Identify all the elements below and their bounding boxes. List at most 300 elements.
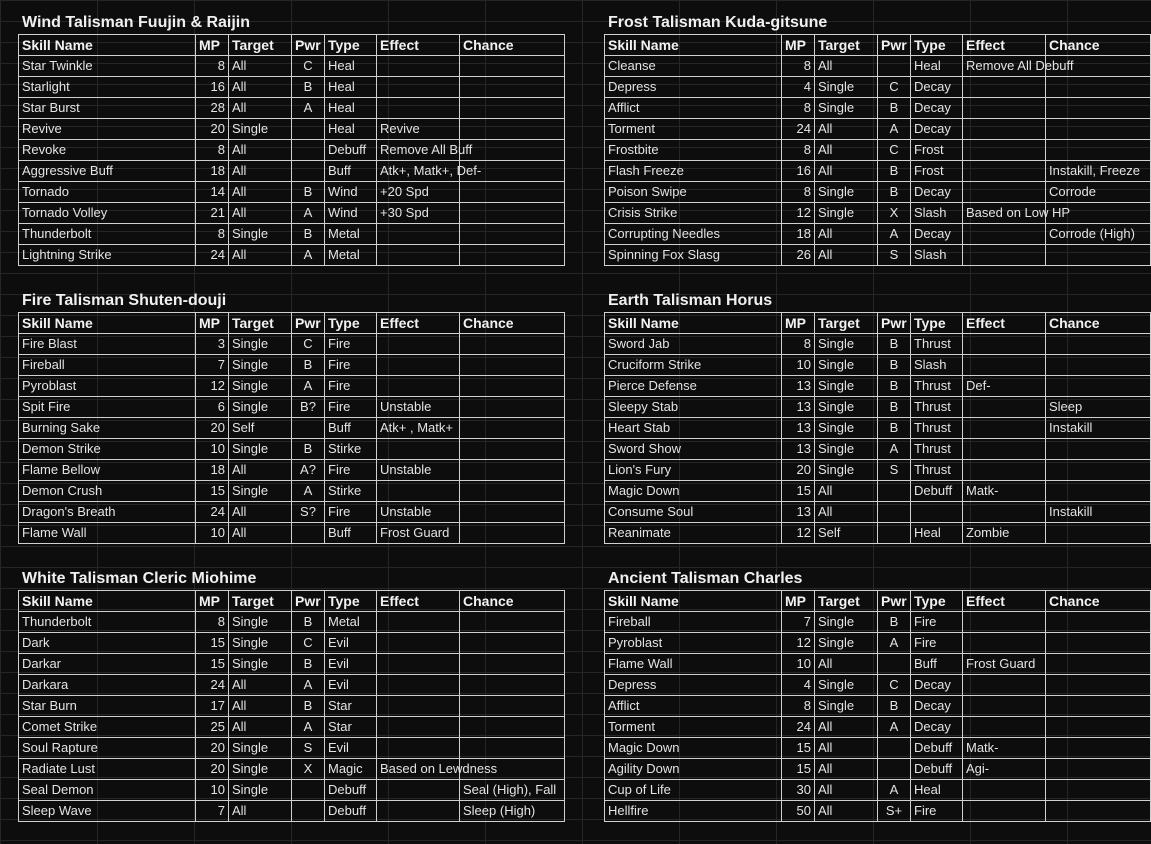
cell-chance[interactable]	[460, 56, 565, 77]
cell-chance[interactable]	[1046, 98, 1151, 119]
cell-target[interactable]: All	[229, 56, 292, 77]
cell-skill-name[interactable]: Depress	[605, 675, 782, 696]
cell-target[interactable]: Single	[815, 98, 878, 119]
cell-skill-name[interactable]: Pierce Defense	[605, 376, 782, 397]
cell-skill-name[interactable]: Star Burn	[19, 696, 196, 717]
cell-skill-name[interactable]: Afflict	[605, 98, 782, 119]
cell-type[interactable]: Evil	[325, 633, 377, 654]
cell-skill-name[interactable]: Star Twinkle	[19, 56, 196, 77]
cell-mp[interactable]: 14	[196, 182, 229, 203]
cell-pwr[interactable]: A	[878, 780, 911, 801]
cell-chance[interactable]	[460, 418, 565, 439]
cell-mp[interactable]: 10	[782, 654, 815, 675]
cell-type[interactable]: Heal	[911, 523, 963, 544]
cell-type[interactable]: Heal	[325, 98, 377, 119]
cell-type[interactable]: Evil	[325, 675, 377, 696]
cell-pwr[interactable]: B	[292, 77, 325, 98]
cell-type[interactable]: Magic	[325, 759, 377, 780]
cell-target[interactable]: Single	[229, 397, 292, 418]
cell-chance[interactable]	[1046, 481, 1151, 502]
cell-type[interactable]: Debuff	[325, 780, 377, 801]
cell-chance[interactable]	[460, 119, 565, 140]
cell-type[interactable]: Thrust	[911, 334, 963, 355]
cell-target[interactable]: Single	[815, 334, 878, 355]
cell-pwr[interactable]	[292, 801, 325, 822]
panel-title[interactable]: Ancient Talisman Charles	[608, 570, 803, 587]
cell-pwr[interactable]	[878, 502, 911, 523]
cell-effect[interactable]	[963, 418, 1046, 439]
cell-effect[interactable]: Based on Low HP	[963, 203, 1046, 224]
cell-effect[interactable]	[377, 481, 460, 502]
cell-skill-name[interactable]: Lion's Fury	[605, 460, 782, 481]
cell-skill-name[interactable]: Darkara	[19, 675, 196, 696]
column-header-mp[interactable]: MP	[196, 35, 229, 56]
cell-target[interactable]: Single	[229, 439, 292, 460]
panel-title[interactable]: Frost Talisman Kuda-gitsune	[608, 14, 828, 31]
cell-type[interactable]: Frost	[911, 161, 963, 182]
cell-target[interactable]: All	[815, 481, 878, 502]
cell-pwr[interactable]	[878, 523, 911, 544]
cell-mp[interactable]: 24	[782, 119, 815, 140]
cell-pwr[interactable]: C	[878, 77, 911, 98]
cell-pwr[interactable]: B	[878, 376, 911, 397]
cell-mp[interactable]: 16	[196, 77, 229, 98]
cell-target[interactable]: All	[815, 224, 878, 245]
cell-target[interactable]: Single	[229, 654, 292, 675]
cell-effect[interactable]	[377, 376, 460, 397]
cell-chance[interactable]: Corrode	[1046, 182, 1151, 203]
cell-target[interactable]: All	[229, 523, 292, 544]
cell-chance[interactable]	[460, 334, 565, 355]
cell-pwr[interactable]: B	[292, 182, 325, 203]
cell-skill-name[interactable]: Revoke	[19, 140, 196, 161]
cell-skill-name[interactable]: Soul Rapture	[19, 738, 196, 759]
cell-skill-name[interactable]: Sword Jab	[605, 334, 782, 355]
cell-chance[interactable]	[460, 397, 565, 418]
cell-skill-name[interactable]: Spinning Fox Slasg	[605, 245, 782, 266]
cell-effect[interactable]	[963, 245, 1046, 266]
cell-effect[interactable]: Unstable	[377, 397, 460, 418]
cell-target[interactable]: All	[815, 759, 878, 780]
cell-skill-name[interactable]: Demon Strike	[19, 439, 196, 460]
cell-effect[interactable]: Zombie	[963, 523, 1046, 544]
column-header-type[interactable]: Type	[911, 35, 963, 56]
cell-type[interactable]: Metal	[325, 224, 377, 245]
cell-type[interactable]: Fire	[325, 460, 377, 481]
cell-target[interactable]: Single	[815, 203, 878, 224]
cell-type[interactable]: Slash	[911, 355, 963, 376]
cell-target[interactable]: All	[815, 738, 878, 759]
cell-type[interactable]: Fire	[911, 801, 963, 822]
column-header-type[interactable]: Type	[325, 313, 377, 334]
cell-target[interactable]: All	[229, 675, 292, 696]
cell-effect[interactable]	[377, 77, 460, 98]
column-header-skill-name[interactable]: Skill Name	[605, 35, 782, 56]
cell-type[interactable]: Decay	[911, 675, 963, 696]
cell-mp[interactable]: 15	[782, 481, 815, 502]
cell-pwr[interactable]: B	[292, 654, 325, 675]
cell-skill-name[interactable]: Burning Sake	[19, 418, 196, 439]
cell-skill-name[interactable]: Crisis Strike	[605, 203, 782, 224]
cell-mp[interactable]: 8	[196, 224, 229, 245]
cell-target[interactable]: Single	[229, 376, 292, 397]
cell-chance[interactable]	[1046, 460, 1151, 481]
cell-type[interactable]: Decay	[911, 696, 963, 717]
cell-pwr[interactable]: A	[292, 98, 325, 119]
cell-skill-name[interactable]: Demon Crush	[19, 481, 196, 502]
cell-skill-name[interactable]: Revive	[19, 119, 196, 140]
cell-target[interactable]: Single	[815, 77, 878, 98]
cell-chance[interactable]	[1046, 738, 1151, 759]
cell-effect[interactable]	[963, 397, 1046, 418]
cell-effect[interactable]	[963, 675, 1046, 696]
cell-type[interactable]: Debuff	[911, 481, 963, 502]
column-header-mp[interactable]: MP	[196, 591, 229, 612]
cell-target[interactable]: Single	[229, 355, 292, 376]
cell-pwr[interactable]: C	[878, 140, 911, 161]
cell-chance[interactable]	[460, 633, 565, 654]
cell-target[interactable]: All	[229, 161, 292, 182]
cell-pwr[interactable]: A	[292, 717, 325, 738]
cell-mp[interactable]: 4	[782, 675, 815, 696]
cell-type[interactable]: Decay	[911, 98, 963, 119]
cell-skill-name[interactable]: Aggressive Buff	[19, 161, 196, 182]
column-header-skill-name[interactable]: Skill Name	[19, 591, 196, 612]
column-header-mp[interactable]: MP	[782, 35, 815, 56]
cell-chance[interactable]	[1046, 654, 1151, 675]
cell-type[interactable]: Metal	[325, 245, 377, 266]
cell-mp[interactable]: 10	[196, 523, 229, 544]
cell-mp[interactable]: 15	[196, 654, 229, 675]
cell-pwr[interactable]: B	[878, 182, 911, 203]
cell-mp[interactable]: 16	[782, 161, 815, 182]
cell-mp[interactable]: 24	[196, 675, 229, 696]
cell-effect[interactable]	[377, 334, 460, 355]
cell-mp[interactable]: 18	[196, 460, 229, 481]
cell-mp[interactable]: 12	[196, 376, 229, 397]
cell-type[interactable]: Debuff	[325, 801, 377, 822]
cell-mp[interactable]: 7	[196, 801, 229, 822]
cell-target[interactable]: Single	[229, 780, 292, 801]
panel-title[interactable]: Fire Talisman Shuten-douji	[22, 292, 227, 309]
cell-target[interactable]: All	[815, 780, 878, 801]
cell-effect[interactable]: +30 Spd	[377, 203, 460, 224]
column-header-target[interactable]: Target	[815, 35, 878, 56]
cell-effect[interactable]	[377, 56, 460, 77]
cell-pwr[interactable]: B	[878, 612, 911, 633]
cell-effect[interactable]: Atk+, Matk+, Def-	[377, 161, 460, 182]
cell-pwr[interactable]: S	[878, 460, 911, 481]
cell-skill-name[interactable]: Thunderbolt	[19, 612, 196, 633]
cell-pwr[interactable]: X	[292, 759, 325, 780]
cell-target[interactable]: All	[815, 654, 878, 675]
cell-skill-name[interactable]: Magic Down	[605, 738, 782, 759]
cell-effect[interactable]: Agi-	[963, 759, 1046, 780]
cell-target[interactable]: Single	[229, 633, 292, 654]
cell-chance[interactable]	[460, 460, 565, 481]
cell-mp[interactable]: 7	[196, 355, 229, 376]
cell-pwr[interactable]: B	[878, 355, 911, 376]
cell-effect[interactable]	[963, 119, 1046, 140]
cell-type[interactable]: Debuff	[325, 140, 377, 161]
cell-chance[interactable]	[1046, 355, 1151, 376]
cell-type[interactable]: Thrust	[911, 439, 963, 460]
cell-type[interactable]: Decay	[911, 182, 963, 203]
cell-skill-name[interactable]: Depress	[605, 77, 782, 98]
cell-chance[interactable]	[1046, 245, 1151, 266]
column-header-effect[interactable]: Effect	[377, 591, 460, 612]
cell-effect[interactable]: Frost Guard	[963, 654, 1046, 675]
cell-chance[interactable]	[1046, 140, 1151, 161]
cell-skill-name[interactable]: Cruciform Strike	[605, 355, 782, 376]
column-header-skill-name[interactable]: Skill Name	[19, 313, 196, 334]
cell-skill-name[interactable]: Lightning Strike	[19, 245, 196, 266]
cell-chance[interactable]	[460, 612, 565, 633]
cell-effect[interactable]	[963, 224, 1046, 245]
cell-chance[interactable]	[460, 717, 565, 738]
cell-effect[interactable]	[963, 612, 1046, 633]
cell-chance[interactable]	[1046, 717, 1151, 738]
cell-effect[interactable]: Revive	[377, 119, 460, 140]
cell-chance[interactable]: Sleep	[1046, 397, 1151, 418]
cell-pwr[interactable]: B?	[292, 397, 325, 418]
cell-mp[interactable]: 30	[782, 780, 815, 801]
cell-skill-name[interactable]: Heart Stab	[605, 418, 782, 439]
cell-effect[interactable]	[377, 439, 460, 460]
cell-type[interactable]: Decay	[911, 717, 963, 738]
cell-pwr[interactable]: A	[878, 633, 911, 654]
cell-chance[interactable]: Sleep (High)	[460, 801, 565, 822]
cell-type[interactable]: Buff	[911, 654, 963, 675]
cell-mp[interactable]: 24	[196, 502, 229, 523]
cell-target[interactable]: Single	[229, 759, 292, 780]
cell-target[interactable]: All	[229, 696, 292, 717]
cell-type[interactable]: Fire	[325, 376, 377, 397]
cell-type[interactable]: Slash	[911, 245, 963, 266]
cell-pwr[interactable]: C	[292, 633, 325, 654]
cell-skill-name[interactable]: Magic Down	[605, 481, 782, 502]
cell-skill-name[interactable]: Starlight	[19, 77, 196, 98]
cell-mp[interactable]: 24	[782, 717, 815, 738]
cell-effect[interactable]	[377, 98, 460, 119]
cell-target[interactable]: Single	[229, 738, 292, 759]
cell-mp[interactable]: 15	[782, 738, 815, 759]
cell-target[interactable]: All	[815, 717, 878, 738]
cell-mp[interactable]: 3	[196, 334, 229, 355]
cell-chance[interactable]	[460, 738, 565, 759]
cell-pwr[interactable]: B	[292, 439, 325, 460]
cell-mp[interactable]: 15	[196, 481, 229, 502]
cell-mp[interactable]: 8	[782, 182, 815, 203]
cell-effect[interactable]	[963, 696, 1046, 717]
cell-target[interactable]: Single	[815, 460, 878, 481]
cell-chance[interactable]	[1046, 376, 1151, 397]
panel-title[interactable]: White Talisman Cleric Miohime	[22, 570, 257, 587]
cell-effect[interactable]: Unstable	[377, 460, 460, 481]
cell-type[interactable]: Star	[325, 696, 377, 717]
cell-pwr[interactable]: A	[878, 717, 911, 738]
column-header-skill-name[interactable]: Skill Name	[19, 35, 196, 56]
cell-target[interactable]: Single	[229, 612, 292, 633]
cell-skill-name[interactable]: Flame Wall	[19, 523, 196, 544]
cell-effect[interactable]: Atk+ , Matk+	[377, 418, 460, 439]
column-header-type[interactable]: Type	[911, 591, 963, 612]
cell-pwr[interactable]	[878, 56, 911, 77]
cell-type[interactable]: Fire	[325, 355, 377, 376]
cell-mp[interactable]: 25	[196, 717, 229, 738]
cell-pwr[interactable]: B	[878, 334, 911, 355]
cell-chance[interactable]	[1046, 612, 1151, 633]
cell-mp[interactable]: 15	[782, 759, 815, 780]
cell-mp[interactable]: 20	[196, 418, 229, 439]
cell-mp[interactable]: 13	[782, 418, 815, 439]
column-header-pwr[interactable]: Pwr	[292, 591, 325, 612]
cell-pwr[interactable]: B	[292, 224, 325, 245]
cell-effect[interactable]: Remove All Buff	[377, 140, 460, 161]
cell-chance[interactable]	[460, 203, 565, 224]
cell-mp[interactable]: 7	[782, 612, 815, 633]
cell-pwr[interactable]: C	[292, 56, 325, 77]
cell-chance[interactable]	[1046, 633, 1151, 654]
cell-chance[interactable]	[460, 439, 565, 460]
cell-chance[interactable]	[460, 675, 565, 696]
cell-target[interactable]: All	[229, 182, 292, 203]
cell-chance[interactable]	[460, 245, 565, 266]
column-header-target[interactable]: Target	[815, 591, 878, 612]
cell-mp[interactable]: 20	[196, 738, 229, 759]
cell-effect[interactable]	[963, 717, 1046, 738]
cell-skill-name[interactable]: Flash Freeze	[605, 161, 782, 182]
cell-mp[interactable]: 13	[782, 376, 815, 397]
cell-type[interactable]: Heal	[325, 77, 377, 98]
column-header-type[interactable]: Type	[325, 35, 377, 56]
cell-type[interactable]: Stirke	[325, 481, 377, 502]
cell-target[interactable]: Single	[815, 696, 878, 717]
cell-chance[interactable]	[1046, 759, 1151, 780]
cell-pwr[interactable]: C	[292, 334, 325, 355]
cell-effect[interactable]	[377, 633, 460, 654]
cell-skill-name[interactable]: Pyroblast	[19, 376, 196, 397]
cell-chance[interactable]	[460, 376, 565, 397]
cell-target[interactable]: All	[815, 161, 878, 182]
cell-target[interactable]: All	[229, 502, 292, 523]
cell-chance[interactable]	[1046, 439, 1151, 460]
cell-effect[interactable]	[963, 801, 1046, 822]
column-header-mp[interactable]: MP	[782, 591, 815, 612]
cell-target[interactable]: All	[815, 502, 878, 523]
cell-type[interactable]: Wind	[325, 182, 377, 203]
cell-type[interactable]: Evil	[325, 654, 377, 675]
cell-effect[interactable]: +20 Spd	[377, 182, 460, 203]
cell-effect[interactable]	[963, 355, 1046, 376]
cell-target[interactable]: All	[229, 245, 292, 266]
cell-effect[interactable]	[963, 439, 1046, 460]
cell-effect[interactable]	[377, 738, 460, 759]
cell-skill-name[interactable]: Tornado Volley	[19, 203, 196, 224]
cell-chance[interactable]	[460, 481, 565, 502]
cell-skill-name[interactable]: Poison Swipe	[605, 182, 782, 203]
cell-type[interactable]: Fire	[911, 633, 963, 654]
cell-skill-name[interactable]: Corrupting Needles	[605, 224, 782, 245]
cell-target[interactable]: Single	[229, 481, 292, 502]
cell-chance[interactable]	[460, 355, 565, 376]
cell-skill-name[interactable]: Star Burst	[19, 98, 196, 119]
cell-effect[interactable]	[377, 801, 460, 822]
cell-type[interactable]: Wind	[325, 203, 377, 224]
column-header-target[interactable]: Target	[229, 35, 292, 56]
cell-chance[interactable]	[1046, 334, 1151, 355]
cell-mp[interactable]: 12	[782, 203, 815, 224]
column-header-skill-name[interactable]: Skill Name	[605, 591, 782, 612]
cell-pwr[interactable]: S	[292, 738, 325, 759]
cell-effect[interactable]	[377, 355, 460, 376]
cell-chance[interactable]	[460, 98, 565, 119]
cell-type[interactable]: Slash	[911, 203, 963, 224]
cell-pwr[interactable]: A	[292, 481, 325, 502]
cell-mp[interactable]: 10	[782, 355, 815, 376]
cell-effect[interactable]	[963, 161, 1046, 182]
cell-pwr[interactable]	[292, 418, 325, 439]
cell-pwr[interactable]: A	[878, 439, 911, 460]
column-header-chance[interactable]: Chance	[1046, 35, 1151, 56]
cell-chance[interactable]	[460, 696, 565, 717]
column-header-chance[interactable]: Chance	[460, 313, 565, 334]
cell-type[interactable]: Fire	[325, 397, 377, 418]
cell-skill-name[interactable]: Flame Wall	[605, 654, 782, 675]
cell-chance[interactable]	[1046, 119, 1151, 140]
cell-pwr[interactable]: A	[292, 376, 325, 397]
cell-skill-name[interactable]: Radiate Lust	[19, 759, 196, 780]
cell-effect[interactable]: Unstable	[377, 502, 460, 523]
cell-chance[interactable]	[460, 140, 565, 161]
cell-target[interactable]: Single	[815, 633, 878, 654]
cell-pwr[interactable]: A	[292, 245, 325, 266]
column-header-target[interactable]: Target	[229, 591, 292, 612]
cell-mp[interactable]: 10	[196, 780, 229, 801]
cell-effect[interactable]	[963, 98, 1046, 119]
column-header-effect[interactable]: Effect	[377, 35, 460, 56]
cell-type[interactable]: Fire	[325, 502, 377, 523]
cell-target[interactable]: All	[229, 77, 292, 98]
cell-target[interactable]: Single	[815, 397, 878, 418]
column-header-effect[interactable]: Effect	[963, 313, 1046, 334]
column-header-mp[interactable]: MP	[196, 313, 229, 334]
cell-effect[interactable]: Matk-	[963, 481, 1046, 502]
cell-skill-name[interactable]: Torment	[605, 717, 782, 738]
cell-mp[interactable]: 13	[782, 439, 815, 460]
cell-target[interactable]: All	[815, 801, 878, 822]
cell-mp[interactable]: 8	[196, 56, 229, 77]
cell-pwr[interactable]: C	[878, 675, 911, 696]
cell-target[interactable]: Self	[229, 418, 292, 439]
cell-type[interactable]: Fire	[911, 612, 963, 633]
cell-effect[interactable]: Based on Lewdness	[377, 759, 460, 780]
column-header-chance[interactable]: Chance	[1046, 591, 1151, 612]
cell-type[interactable]: Metal	[325, 612, 377, 633]
panel-title[interactable]: Wind Talisman Fuujin & Raijin	[22, 14, 251, 31]
cell-mp[interactable]: 20	[196, 759, 229, 780]
cell-effect[interactable]	[377, 245, 460, 266]
cell-skill-name[interactable]: Dark	[19, 633, 196, 654]
cell-skill-name[interactable]: Agility Down	[605, 759, 782, 780]
cell-mp[interactable]: 8	[782, 98, 815, 119]
cell-type[interactable]: Debuff	[911, 759, 963, 780]
cell-pwr[interactable]: A	[878, 224, 911, 245]
cell-chance[interactable]: Instakill	[1046, 418, 1151, 439]
cell-mp[interactable]: 28	[196, 98, 229, 119]
cell-pwr[interactable]: S?	[292, 502, 325, 523]
cell-pwr[interactable]: X	[878, 203, 911, 224]
